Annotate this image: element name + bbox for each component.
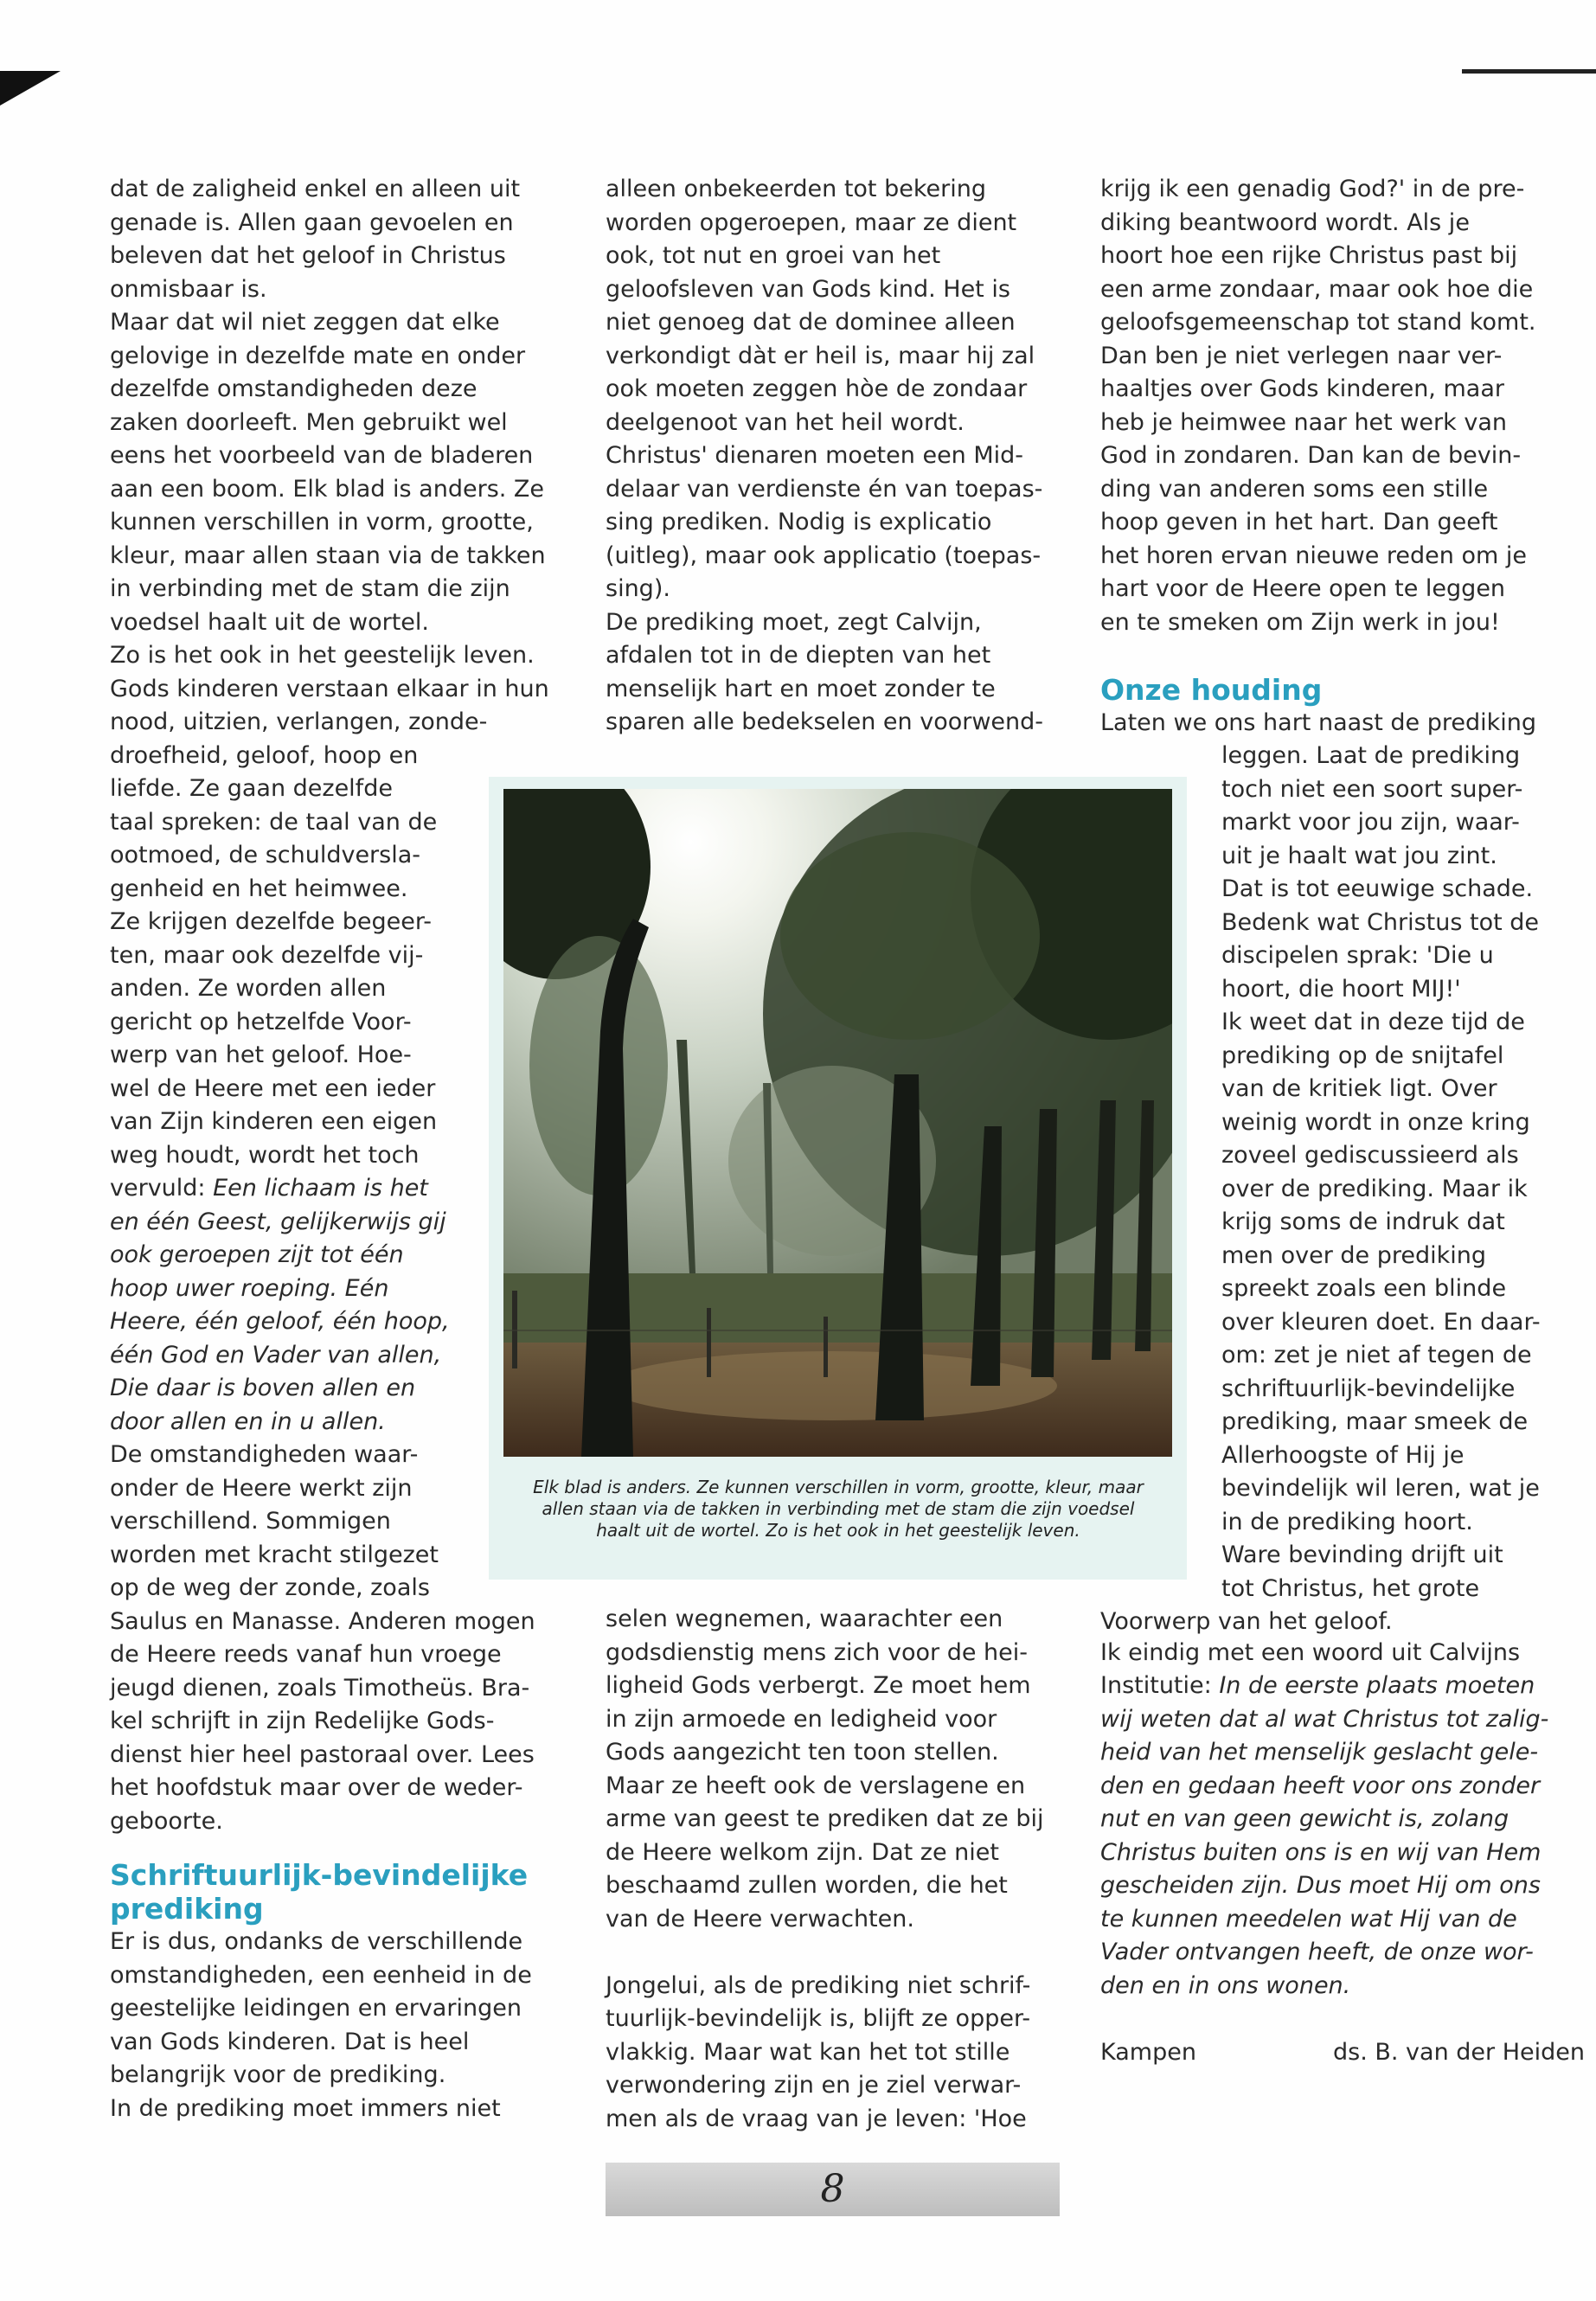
text-line: geestelijke leidingen en ervaringen (110, 1995, 522, 2022)
text-line: Maar ze heeft ook de verslagene en (606, 1772, 1026, 1799)
text-line: verwondering zijn en je ziel verwar- (606, 2072, 1022, 2099)
text-line: heb je heimwee naar het werk van (1100, 408, 1507, 436)
text-line: Gods kinderen verstaan elkaar in hun (110, 675, 549, 702)
text-line: droefheid, geloof, hoop en (110, 741, 419, 769)
text-line: van de Heere verwachten. (606, 1905, 914, 1932)
text-line: Zo is het ook in het geestelijk leven. (110, 642, 535, 669)
trees-photo (503, 789, 1172, 1457)
text-line: Jongelui, als de prediking niet schrif- (606, 1971, 1031, 1999)
text-line: geboorte. (110, 1807, 223, 1835)
text-line: spreekt zoals een blinde (1221, 1275, 1507, 1302)
top-right-rule (1462, 69, 1596, 74)
calvin-quote-line: gescheiden zijn. Dus moet Hij om ons (1100, 1872, 1541, 1899)
text-line: en te smeken om Zijn werk in jou! (1100, 608, 1500, 636)
text-line: tuurlijk-bevindelijk is, blijft ze opper- (606, 2005, 1031, 2032)
text-line: men als de vraag van je leven: 'Hoe (606, 2105, 1027, 2132)
signature-author: ds. B. van der Heiden (1333, 2038, 1585, 2066)
signature-line (1100, 2036, 1585, 2070)
text-line: discipelen sprak: 'Die u (1221, 942, 1494, 969)
text-line: worden met kracht stilgezet (110, 1541, 439, 1568)
text-line: prediking op de snijtafel (1221, 1042, 1504, 1069)
text-line: anden. Ze worden allen (110, 975, 387, 1002)
scripture-quote-line: Heere, één geloof, één hoop, (110, 1308, 450, 1335)
text-line: hoort hoe een rijke Christus past bij (1100, 242, 1518, 269)
paragraph-gap (1100, 1603, 1585, 1637)
text-line: voedsel haalt uit de wortel. (110, 608, 429, 636)
column-1-bottom (110, 1858, 577, 2125)
text-line: tot Christus, het grote (1221, 1574, 1480, 1602)
text-line: verschillend. Sommigen (110, 1508, 391, 1535)
text-line: sing prediken. Nodig is explicatio (606, 509, 992, 535)
text-line: ligheid Gods verbergt. Ze moet hem (606, 1672, 1031, 1699)
text-line: markt voor jou zijn, waar- (1221, 809, 1520, 836)
text-line: kunnen verschillen in vorm, grootte, (110, 509, 534, 535)
calvin-quote-line: Christus buiten ons is en wij van Hem (1100, 1838, 1542, 1866)
column-2-top (606, 173, 1073, 740)
text-line: prediking, maar smeek de (1221, 1408, 1529, 1435)
text-line: een arme zondaar, maar ook hoe die (1100, 275, 1534, 303)
text-line: geloofsgemeenschap tot stand komt. (1100, 309, 1536, 336)
scripture-quote-line: Die daar is boven allen en (110, 1375, 416, 1401)
text-line: genade is. Allen gaan gevoelen en (110, 208, 514, 236)
text-line: jeugd dienen, zoals Timotheüs. Bra- (110, 1674, 530, 1702)
text-line: genheid en het heimwee. (110, 875, 408, 902)
scripture-quote-line: door allen en in u allen. (110, 1407, 386, 1435)
text-line: Er is dus, ondanks de verschillende (110, 1928, 523, 1955)
page-number: 8 (820, 2167, 845, 2211)
scripture-quote-line: hoop uwer roeping. Eén (110, 1274, 389, 1302)
scripture-quote-line: ook geroepen zijt tot één (110, 1241, 404, 1268)
text-line: geloofsleven van Gods kind. Het is (606, 275, 1010, 303)
text-line: gericht op hetzelfde Voor- (110, 1008, 412, 1035)
section-heading: Onze houding (1100, 672, 1323, 707)
text-line: In de prediking moet immers niet (110, 2094, 501, 2122)
text-line: schriftuurlijk-bevindelijke (1221, 1375, 1516, 1402)
text-line: Gods aangezicht ten toon stellen. (606, 1739, 999, 1766)
calvin-quote-line: Vader ontvangen heeft, de onze wor- (1100, 1939, 1534, 1965)
text-line: kleur, maar allen staan via de takken (110, 542, 546, 569)
text-line: aan een boom. Elk blad is anders. Ze (110, 475, 545, 503)
column-3-bottom (1100, 1603, 1585, 2069)
text-line: toch niet een soort super- (1221, 775, 1523, 803)
text-line: niet genoeg dat de dominee alleen (606, 309, 1016, 336)
text-line: De prediking moet, zegt Calvijn, (606, 608, 982, 636)
text-line: deelgenoot van het heil wordt. (606, 408, 965, 436)
caption-line: haalt uit de wortel. Zo is het ook in het geestelijk leven. (596, 1520, 1080, 1541)
text-line: ook moeten zeggen hòe de zondaar (606, 375, 1028, 402)
text-line: ook, tot nut en groei van het (606, 242, 941, 269)
column-2-bottom (606, 1603, 1073, 2136)
text-line: taal spreken: de taal van de (110, 808, 438, 836)
text-line: Allerhoogste of Hij je (1221, 1441, 1465, 1469)
text-line: Saulus en Manasse. Anderen mogen (110, 1607, 535, 1635)
text-line: in zijn armoede en ledigheid voor (606, 1705, 997, 1733)
text-line: belangrijk voor de prediking. (110, 2061, 446, 2088)
calvin-quote-line: nut en van geen gewicht is, zolang (1100, 1805, 1509, 1832)
text-line: het horen ervan nieuwe reden om je (1100, 542, 1527, 569)
calvin-quote-line: den en gedaan heeft voor ons zonder (1100, 1772, 1541, 1799)
scripture-quote-start: Een lichaam is het (213, 1175, 428, 1202)
text-line: in verbinding met de stam die zijn (110, 575, 510, 602)
text-line: ootmoed, de schuldversla- (110, 842, 421, 868)
text-line: werp van het geloof. Hoe- (110, 1042, 412, 1068)
text-line: onder de Heere werkt zijn (110, 1474, 413, 1502)
text-line: God in zondaren. Dan kan de bevin- (1100, 442, 1522, 469)
text-line: de Heere reeds vanaf hun vroege (110, 1641, 502, 1668)
text-line: beleven dat het geloof in Christus (110, 242, 506, 269)
text-line: (uitleg), maar ook applicatio (toepas- (606, 542, 1042, 569)
text-line: menselijk hart en moet zonder te (606, 675, 996, 702)
text-line: Dan ben je niet verlegen naar ver- (1100, 342, 1503, 369)
text-line: bevindelijk wil leren, wat je (1221, 1475, 1540, 1502)
text-line: wel de Heere met een ieder (110, 1074, 436, 1102)
text-line: haaltjes over Gods kinderen, maar (1100, 375, 1504, 402)
text-line: Laten we ons hart naast de prediking (1100, 708, 1537, 736)
scan-corner-mark (0, 71, 61, 106)
text-line: Dat is tot eeuwige schade. (1221, 875, 1534, 902)
paragraph-gap (1100, 2003, 1585, 2036)
caption-line: allen staan via de takken in verbinding met de stam die zijn voedsel (542, 1498, 1135, 1519)
text-line: leggen. Laat de prediking (1221, 742, 1521, 769)
text-line: sing). (606, 575, 670, 602)
text-line: verkondigt dàt er heil is, maar hij zal (606, 342, 1035, 369)
text-line: kel schrijft in zijn Redelijke Gods- (110, 1708, 495, 1734)
text-line: krijg soms de indruk dat (1221, 1208, 1505, 1235)
text-line: men over de prediking (1221, 1241, 1487, 1269)
text-line: diking beantwoord wordt. Als je (1100, 208, 1470, 236)
text-line: om: zet je niet af tegen de (1221, 1342, 1532, 1368)
text-line: nood, uitzien, verlangen, zonde- (110, 708, 488, 735)
text-line: Ik weet dat in deze tijd de (1221, 1009, 1525, 1035)
text-line: vlakkig. Maar wat kan het tot stille (606, 2038, 1010, 2066)
text-line: hoort, die hoort MIJ!' (1221, 975, 1461, 1003)
text-line: Voorwerp van het geloof. (1100, 1608, 1393, 1635)
text-line: sparen alle bedekselen en voorwend- (606, 708, 1044, 735)
text-line (1100, 1670, 1585, 1703)
text-line: Ik eindig met een woord uit Calvijns (1100, 1638, 1521, 1666)
text-line: alleen onbekeerden tot bekering (606, 176, 986, 202)
text-line: zaken doorleeft. Men gebruikt wel (110, 408, 508, 436)
text-line: dienst hier heel pastoraal over. Lees (110, 1740, 535, 1768)
text-line: arme van geest te prediken dat ze bij (606, 1805, 1044, 1832)
calvin-quote-start: In de eerste plaats moeten (1219, 1672, 1535, 1699)
text-line: Ware bevinding drijft uit (1221, 1541, 1503, 1568)
text-line: worden opgeroepen, maar ze dient (606, 208, 1017, 236)
section-heading: prediking (110, 1892, 264, 1926)
text-line: op de weg der zonde, zoals (110, 1574, 430, 1601)
text-line: godsdienstig mens zich voor de hei- (606, 1638, 1028, 1666)
text-line: uit je haalt wat jou zint. (1221, 842, 1497, 869)
paragraph-gap (606, 1936, 1073, 1970)
text-line: van Gods kinderen. Dat is heel (110, 2028, 470, 2055)
text-span: vervuld: (110, 1175, 206, 1202)
text-line: dat de zaligheid enkel en alleen uit (110, 176, 521, 202)
caption-line: Elk blad is anders. Ze kunnen verschillen in vorm, grootte, kleur, maar (533, 1477, 1144, 1497)
text-line: Maar dat wil niet zeggen dat elke (110, 309, 500, 336)
text-line: liefde. Ze gaan dezelfde (110, 775, 393, 802)
text-line: krijg ik een genadig God?' in de pre- (1100, 176, 1525, 202)
text-line: ding van anderen soms een stille (1100, 475, 1489, 503)
text-line: delaar van verdienste én van toepas- (606, 475, 1043, 503)
text-line: afdalen tot in de diepten van het (606, 642, 991, 669)
photo-caption (506, 1477, 1170, 1541)
paragraph-gap (1100, 639, 1585, 673)
text-line: gelovige in dezelfde mate en onder (110, 342, 526, 369)
text-line: De omstandigheden waar- (110, 1441, 419, 1468)
text-line: ten, maar ook dezelfde vij- (110, 941, 424, 969)
text-line: weinig wordt in onze kring (1221, 1108, 1530, 1136)
text-line: van de kritiek ligt. Over (1221, 1075, 1497, 1102)
text-line: weg houdt, wordt het toch (110, 1141, 420, 1169)
text-line: dezelfde omstandigheden deze (110, 375, 478, 402)
text-line: over kleuren doet. En daar- (1221, 1308, 1541, 1336)
text-line: omstandigheden, een eenheid in de (110, 1961, 532, 1989)
text-span: Institutie: (1100, 1672, 1212, 1699)
section-heading: Schriftuurlijk-bevindelijke (110, 1858, 529, 1892)
text-line: Ze krijgen dezelfde begeer- (110, 908, 432, 935)
text-line: hart voor de Heere open te leggen (1100, 575, 1506, 602)
calvin-quote-line: heid van het menselijk geslacht gele- (1100, 1739, 1539, 1766)
text-line: de Heere welkom zijn. Dat ze niet (606, 1838, 999, 1866)
text-line: eens het voorbeeld van de bladeren (110, 442, 534, 469)
scripture-quote-line: en één Geest, gelijkerwijs gij (110, 1208, 446, 1235)
calvin-quote-line: te kunnen meedelen wat Hij van de (1100, 1905, 1517, 1932)
text-line: Christus' dienaren moeten een Mid- (606, 442, 1024, 469)
text-line: zoveel gediscussieerd als (1221, 1142, 1519, 1169)
text-line: over de prediking. Maar ik (1221, 1175, 1528, 1202)
text-line: het hoofdstuk maar over de weder- (110, 1774, 523, 1801)
calvin-quote-line: wij weten dat al wat Christus tot zalig- (1100, 1705, 1549, 1733)
text-line: onmisbaar is. (110, 275, 267, 303)
text-line: selen wegnemen, waarachter een (606, 1606, 1003, 1632)
calvin-quote-line: den en in ons wonen. (1100, 1971, 1351, 1999)
text-line: in de prediking hoort. (1221, 1508, 1473, 1535)
scripture-quote-line: één God en Vader van allen, (110, 1341, 442, 1368)
text-line: Bedenk wat Christus tot de (1221, 908, 1540, 936)
text-line: hoop geven in het hart. Dan geeft (1100, 509, 1498, 535)
text-line: van Zijn kinderen een eigen (110, 1108, 438, 1135)
signature-place: Kampen (1100, 2038, 1196, 2066)
text-line: beschaamd zullen worden, die het (606, 1872, 1008, 1899)
